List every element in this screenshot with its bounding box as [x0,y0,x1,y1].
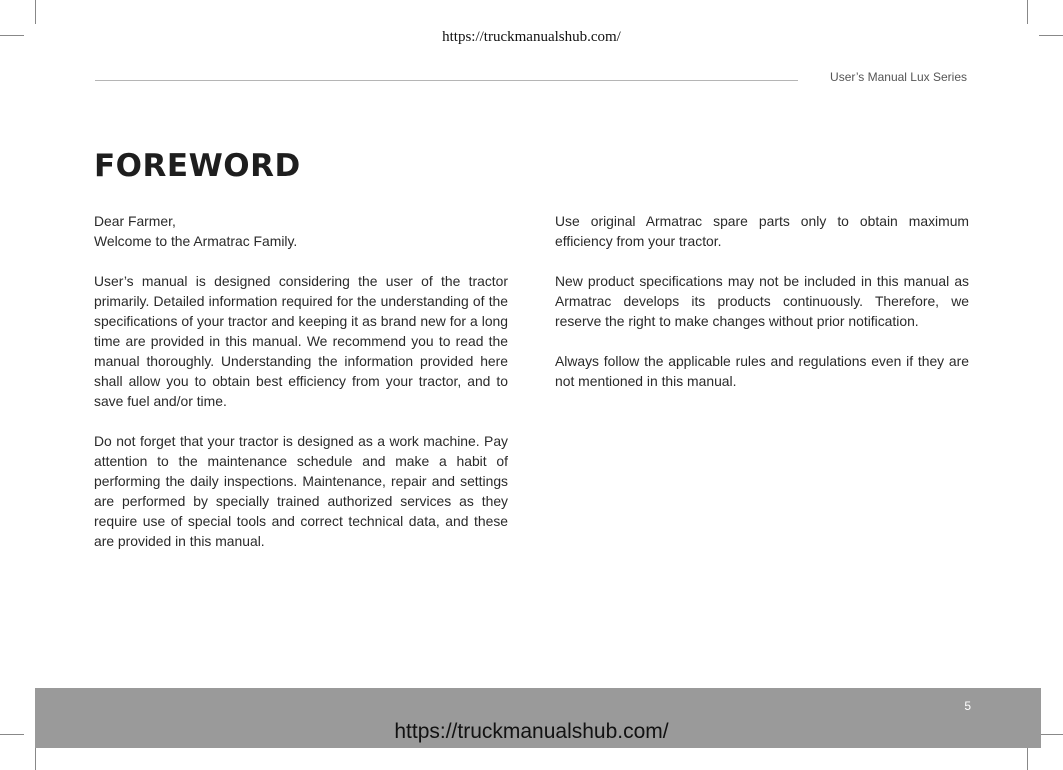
paragraph-regulations: Always follow the applicable rules and regulations even if they are not mentioned in this manual. [555,353,969,389]
paragraph-spare-parts: Use original Armatrac spare parts only to obtain maximum efficiency from your tractor. [555,213,969,249]
crop-mark [35,746,36,770]
bottom-url-watermark: https://truckmanualshub.com/ [394,720,669,743]
manual-series-label: User’s Manual Lux Series [830,70,967,84]
greeting-line-1: Dear Farmer, [94,213,176,229]
page-number: 5 [964,699,971,713]
paragraph-work-machine: Do not forget that your tractor is designed as a work machine. Pay attention to the maintenance schedule and make a habit of performing the daily inspections. Maintenance, repair and settings are performed by specially trained authorized services as they require use of special tools and correct technical data, and these are provided in this manual. [94,433,508,549]
greeting [94,211,508,251]
paragraph-manual-purpose: User’s manual is designed considering the user of the tractor primarily. Detailed information required for the understanding of the specifications of your tractor and keeping it as brand new for a long time are provided in this manual. We recommend you to read the manual thoroughly. Understanding the information provided here shall allow you to obtain best efficiency from your tractor, and to save fuel and/or time. [94,273,508,409]
right-column [555,211,969,411]
greeting-line-2: Welcome to the Armatrac Family. [94,233,298,249]
page-title: FOREWORD [94,148,301,184]
top-url-watermark: https://truckmanualshub.com/ [442,29,621,45]
left-column [94,211,508,571]
crop-mark [35,0,36,24]
crop-mark [1027,746,1028,770]
crop-mark [1027,0,1028,24]
paragraph-specifications: New product specifications may not be included in this manual as Armatrac develops its products continuously. Therefore, we reserve the right to make changes without prior notification. [555,273,969,329]
header-rule [95,80,798,81]
